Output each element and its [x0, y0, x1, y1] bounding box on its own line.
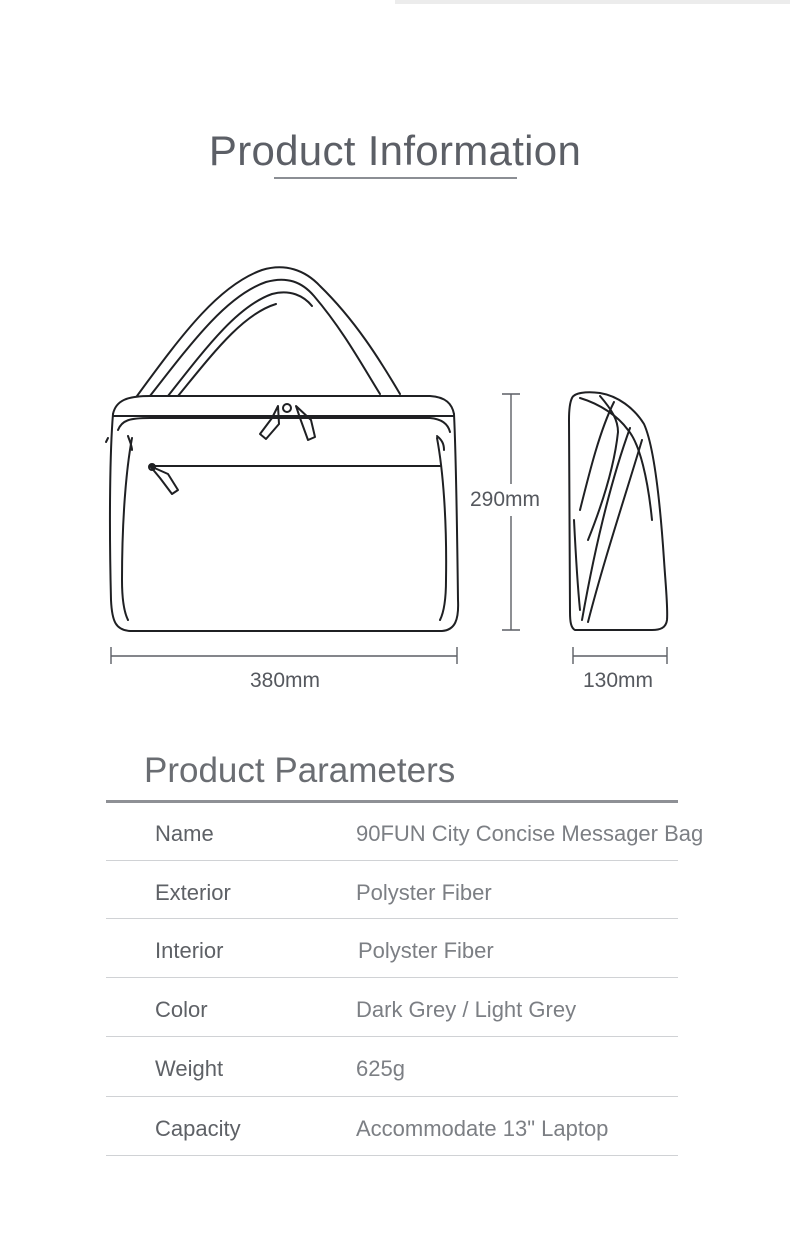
- row-label: Capacity: [155, 1116, 241, 1141]
- height-dimension-label: 290mm: [470, 488, 541, 511]
- row-value: 90FUN City Concise Messager Bag: [356, 821, 704, 846]
- bag-front-view: [106, 267, 458, 631]
- parameters-rule: [106, 800, 678, 803]
- row-value: Polyster Fiber: [358, 938, 494, 963]
- row-label: Interior: [155, 938, 224, 963]
- row-label: Color: [155, 997, 208, 1022]
- row-separator: [106, 977, 678, 978]
- parameters-title: Product Parameters: [144, 751, 456, 790]
- page-title: Product Information: [208, 127, 582, 174]
- width-dimension-label: 380mm: [250, 669, 321, 692]
- row-value: Accommodate 13" Laptop: [356, 1116, 609, 1141]
- row-separator: [106, 860, 678, 861]
- row-separator: [106, 1036, 678, 1037]
- row-value: 625g: [356, 1056, 405, 1081]
- row-separator: [106, 1155, 678, 1156]
- depth-dimension-label: 130mm: [583, 669, 654, 692]
- row-value: Dark Grey / Light Grey: [356, 997, 577, 1022]
- row-label: Exterior: [155, 880, 231, 905]
- row-label: Weight: [155, 1056, 224, 1081]
- row-label: Name: [155, 821, 214, 846]
- row-separator: [106, 918, 678, 919]
- row-value: Polyster Fiber: [356, 880, 492, 905]
- dimension-lines: [111, 394, 667, 664]
- row-separator: [106, 1096, 678, 1097]
- bag-side-view: [569, 392, 667, 630]
